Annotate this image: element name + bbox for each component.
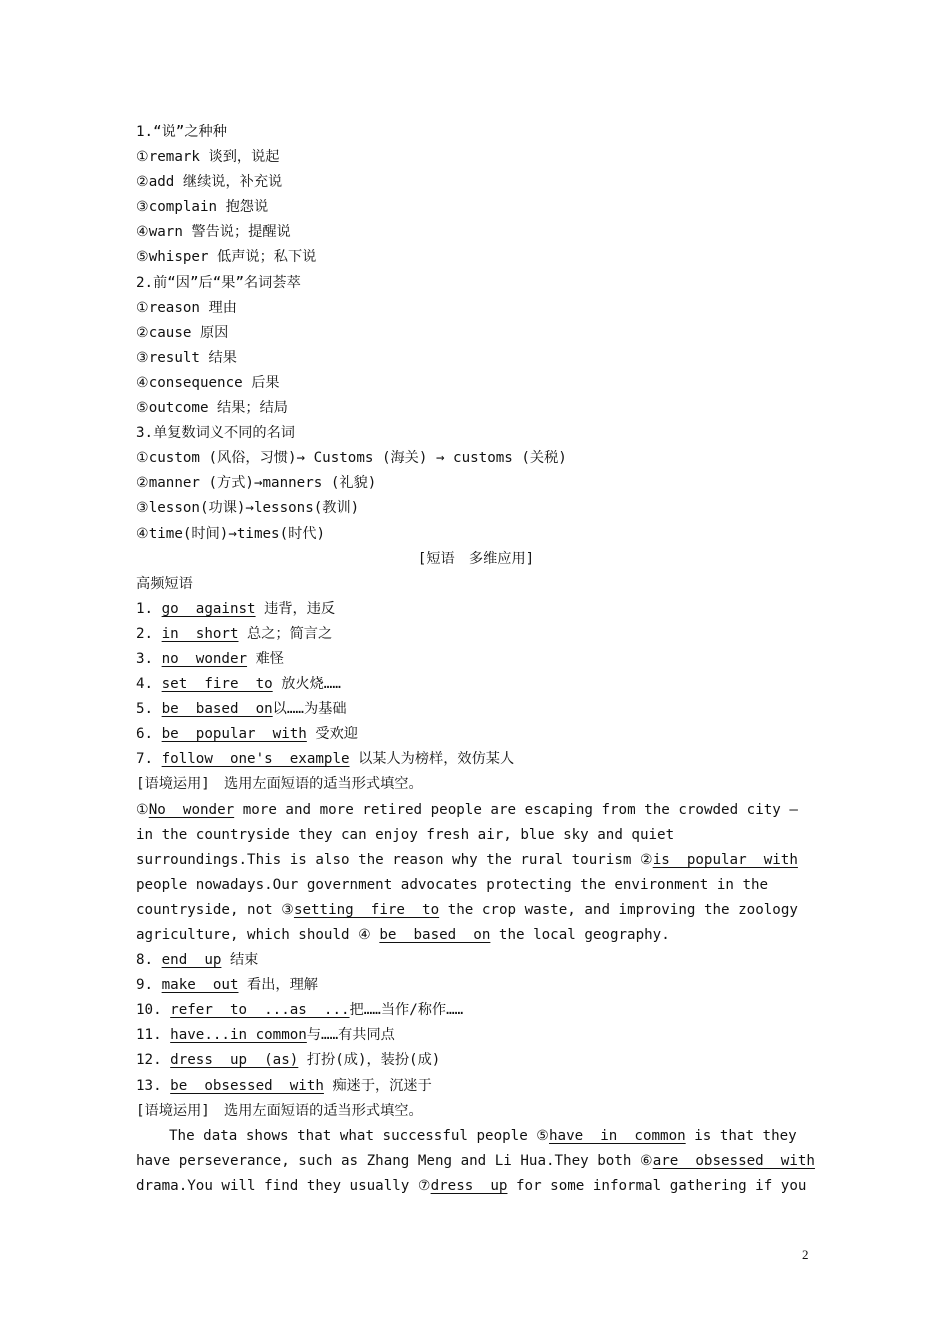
- phrase-number: 8.: [136, 952, 162, 969]
- phrase-meaning: 以某人为榜样，效仿某人: [349, 751, 515, 768]
- list-item: ①reason 理由: [136, 299, 237, 316]
- phrase-meaning: 受欢迎: [306, 726, 358, 743]
- document-body: [136, 120, 816, 1199]
- phrase-number: 1.: [136, 600, 162, 617]
- passage-line: [136, 798, 816, 823]
- phrase-item: [136, 622, 816, 647]
- list-item: ②manner (方式)→manners (礼貌): [136, 475, 377, 492]
- phrase-meaning: 把……当作/称作……: [349, 1002, 464, 1019]
- section-heading: 2.前“因”后“果”名词荟萃: [136, 274, 301, 291]
- section-heading: 3.单复数词义不同的名词: [136, 425, 295, 442]
- phrase-number: 3.: [136, 650, 162, 667]
- fill-answer: have in common: [549, 1127, 686, 1144]
- list-item: ⑤outcome 结果；结局: [136, 400, 288, 417]
- list-item: ②add 继续说，补充说: [136, 174, 283, 191]
- phrase-item: [136, 1074, 816, 1099]
- phrase-number: 11.: [136, 1027, 171, 1044]
- passage-text: surroundings.This is also the reason why the rural tourism ②: [136, 851, 653, 868]
- phrase-item: [136, 1048, 816, 1073]
- phrase-answer: no wonder: [161, 650, 248, 667]
- phrase-answer: be popular with: [161, 726, 307, 743]
- section-heading: 1.“说”之种种: [136, 124, 227, 140]
- phrase-number: 12.: [136, 1052, 171, 1069]
- phrase-item: [136, 973, 816, 998]
- passage-text: is that they: [685, 1127, 797, 1144]
- passage-text: ①: [136, 801, 149, 818]
- phrase-meaning: 痴迷于，沉迷于: [323, 1077, 432, 1094]
- phrase-answer: end up: [161, 952, 222, 969]
- fill-answer: No wonder: [148, 801, 235, 818]
- list-item: ④consequence 后果: [136, 374, 280, 391]
- phrase-item: [136, 647, 816, 672]
- phrase-item: [136, 998, 816, 1023]
- passage-text: have perseverance, such as Zhang Meng and Li Hua.They both ⑥: [136, 1152, 653, 1169]
- phrase-number: 2.: [136, 625, 162, 642]
- phrase-item: [136, 597, 816, 622]
- phrase-meaning: 难怪: [247, 650, 284, 667]
- phrase-number: 4.: [136, 676, 162, 693]
- context-instruction: [语境运用] 选用左面短语的适当形式填空。: [136, 776, 423, 793]
- passage-line: [136, 1174, 816, 1199]
- phrases-section-header: [短语 多维应用]: [417, 550, 535, 567]
- list-item: ①custom (风俗，习惯)→ Customs (海关) → customs (关税): [136, 450, 567, 467]
- phrase-meaning: 总之；简言之: [238, 625, 333, 642]
- phrase-number: 9.: [136, 977, 162, 994]
- phrase-answer: in short: [161, 625, 239, 642]
- passage-line: [136, 923, 816, 948]
- phrase-item: [136, 747, 816, 772]
- passage-text: more and more retired people are escaping from the crowded city —: [234, 801, 798, 818]
- phrase-meaning: 与……有共同点: [306, 1027, 395, 1044]
- passage-line: [136, 1149, 816, 1174]
- list-item: ②cause 原因: [136, 324, 229, 341]
- list-item: ③result 结果: [136, 349, 237, 366]
- passage-text: drama.You will find they usually ⑦: [136, 1177, 431, 1194]
- fill-answer: are obsessed with: [652, 1152, 815, 1169]
- passage-line: [136, 898, 816, 923]
- passage-text: The data shows that what successful people ⑤: [169, 1127, 550, 1144]
- passage-text: countryside, not ③: [136, 901, 294, 918]
- phrase-meaning: 违背，违反: [255, 600, 336, 617]
- fill-answer: setting fire to: [293, 901, 440, 918]
- phrase-meaning: 以……为基础: [272, 701, 347, 718]
- passage-text: for some informal gathering if you: [507, 1177, 807, 1194]
- phrase-answer: follow one's example: [161, 751, 350, 768]
- passage-line: in the countryside they can enjoy fresh air, blue sky and quiet: [136, 826, 675, 843]
- list-item: ③complain 抱怨说: [136, 199, 269, 216]
- passage-line: [136, 848, 816, 873]
- phrase-answer: refer to ...as ...: [170, 1002, 350, 1019]
- fill-answer: be based on: [379, 927, 491, 943]
- phrase-answer: have...in common: [170, 1027, 307, 1044]
- phrase-item: [136, 722, 816, 747]
- page-number: 2: [802, 1247, 809, 1262]
- phrase-answer: make out: [161, 977, 239, 994]
- phrase-number: 10.: [136, 1002, 171, 1019]
- phrase-number: 6.: [136, 726, 162, 743]
- passage-line: people nowadays.Our government advocates protecting the environment in the: [136, 876, 769, 893]
- list-item: ①remark 谈到，说起: [136, 149, 280, 166]
- phrase-meaning: 打扮(成)，装扮(成): [298, 1052, 441, 1069]
- fill-answer: is popular with: [652, 851, 798, 868]
- fill-answer: dress up: [430, 1177, 508, 1194]
- list-item: ④time(时间)→times(时代): [136, 525, 326, 542]
- phrase-answer: go against: [161, 600, 256, 617]
- list-item: ④warn 警告说；提醒说: [136, 224, 291, 241]
- phrase-answer: set fire to: [161, 676, 273, 693]
- passage-text: the local geography.: [490, 927, 670, 943]
- phrase-item: [136, 672, 816, 697]
- phrase-meaning: 放火烧……: [272, 676, 341, 693]
- passage-line: [136, 1124, 816, 1149]
- phrase-item: [136, 948, 816, 973]
- phrase-item: [136, 697, 816, 722]
- phrase-answer: dress up (as): [170, 1052, 299, 1069]
- phrase-answer: be obsessed with: [170, 1077, 324, 1094]
- high-frequency-label: 高频短语: [136, 575, 193, 592]
- phrase-number: 5.: [136, 701, 162, 718]
- phrase-item: [136, 1023, 816, 1048]
- phrase-number: 13.: [136, 1077, 171, 1094]
- phrase-meaning: 结束: [221, 952, 259, 969]
- list-item: ⑤whisper 低声说；私下说: [136, 249, 317, 266]
- list-item: ③lesson(功课)→lessons(教训): [136, 500, 360, 517]
- context-instruction: [语境运用] 选用左面短语的适当形式填空。: [136, 1102, 423, 1119]
- passage-text: the crop waste, and improving the zoology: [439, 901, 798, 918]
- passage-text: agriculture, which should ④: [136, 927, 380, 943]
- phrase-meaning: 看出，理解: [238, 977, 318, 994]
- phrase-number: 7.: [136, 751, 162, 768]
- phrase-answer: be based on: [161, 701, 273, 718]
